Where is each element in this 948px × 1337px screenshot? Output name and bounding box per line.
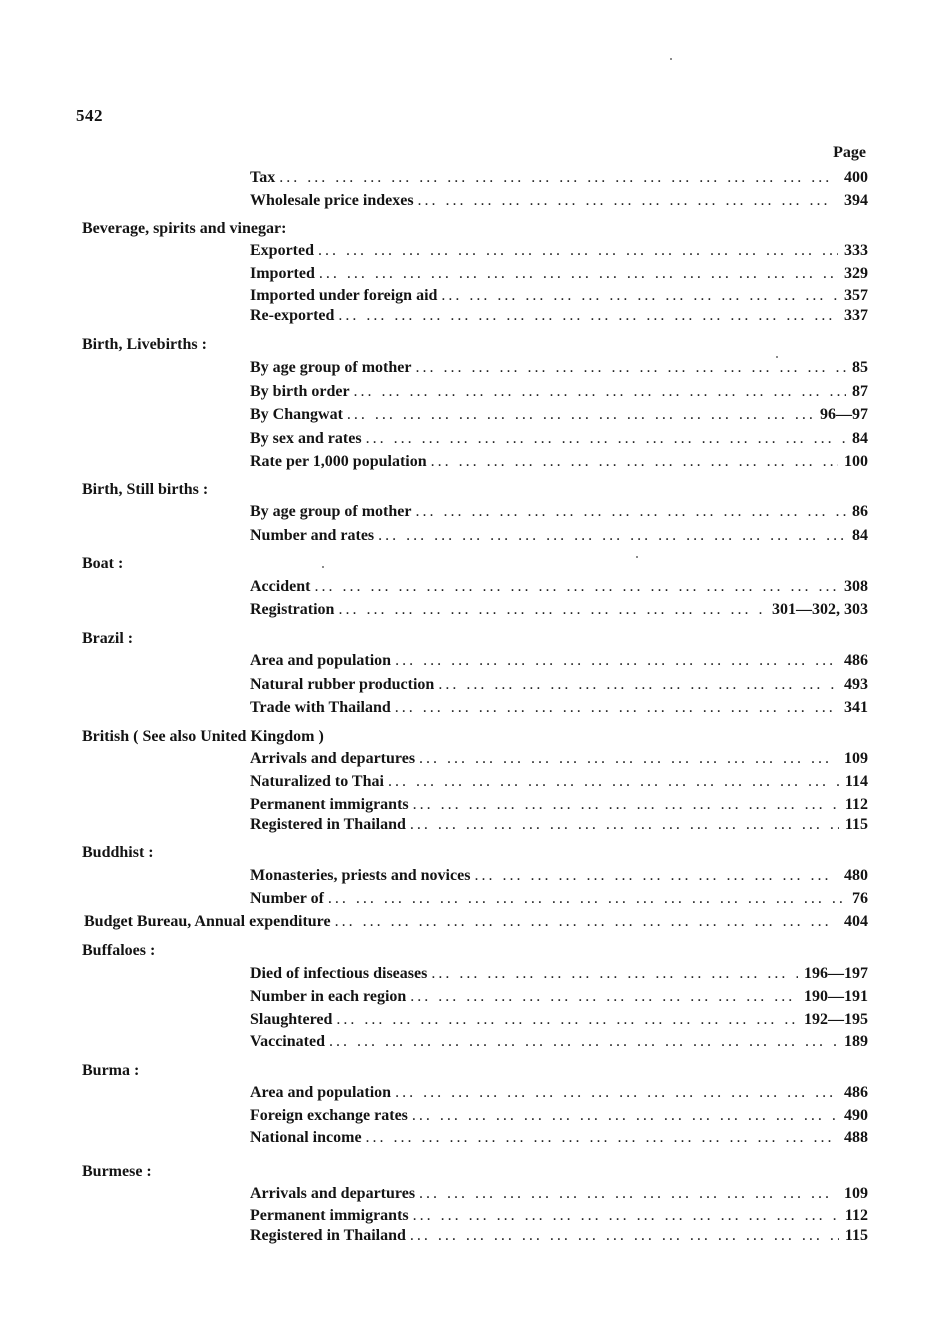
- dot-leader: [412, 1106, 838, 1126]
- entry-page-number: 394: [844, 192, 868, 209]
- entry-label: By age group of mother: [250, 359, 412, 376]
- entry-label: National income: [250, 1129, 362, 1146]
- index-entry: [250, 1083, 868, 1103]
- entry-page-number: 196—197: [804, 965, 868, 982]
- entry-label: Tax: [250, 169, 276, 186]
- dot-leader: [366, 429, 846, 449]
- dot-leader: [335, 912, 838, 932]
- entry-label: Permanent immigrants: [250, 796, 409, 813]
- dot-leader: [438, 675, 838, 695]
- print-speck: [776, 356, 778, 358]
- index-entry: [250, 286, 868, 306]
- entry-page-number: 115: [844, 1227, 868, 1244]
- section-heading: Buddhist :: [82, 844, 154, 861]
- dot-leader: [413, 1206, 839, 1226]
- entry-page-number: 100: [844, 453, 868, 470]
- index-entry: [250, 452, 868, 472]
- entry-label: Exported: [250, 242, 314, 259]
- dot-leader: [329, 1032, 838, 1052]
- dot-leader: [388, 772, 839, 792]
- entry-label: By age group of mother: [250, 503, 412, 520]
- entry-page-number: 109: [844, 750, 868, 767]
- dot-leader: [419, 1184, 838, 1204]
- index-entry: [250, 405, 868, 425]
- entry-page-number: 486: [844, 1084, 868, 1101]
- entry-label: Registered in Thailand: [250, 816, 406, 833]
- section-heading: British ( See also United Kingdom ): [82, 728, 324, 745]
- index-entry: [250, 526, 868, 546]
- entry-page-number: 490: [844, 1107, 868, 1124]
- index-entry: [250, 358, 868, 378]
- index-entry: [250, 577, 868, 597]
- entry-label: Vaccinated: [250, 1033, 325, 1050]
- index-entry: [84, 912, 868, 932]
- index-entry: [250, 502, 868, 522]
- section-heading: Birth, Still births :: [82, 481, 209, 498]
- index-entry: [250, 772, 868, 792]
- entry-page-number: 333: [844, 242, 868, 259]
- entry-label: Re-exported: [250, 307, 335, 324]
- entry-page-number: 85: [852, 359, 868, 376]
- index-entry: [250, 306, 868, 326]
- entry-page-number: 404: [844, 913, 868, 930]
- dot-leader: [336, 1010, 798, 1030]
- entry-label: Number of: [250, 890, 324, 907]
- dot-leader: [410, 815, 839, 835]
- dot-leader: [314, 577, 838, 597]
- entry-label: By Changwat: [250, 406, 343, 423]
- dot-leader: [413, 795, 839, 815]
- entry-page-number: 87: [852, 383, 868, 400]
- index-entry: [250, 675, 868, 695]
- print-speck: [670, 58, 672, 60]
- dot-leader: [395, 698, 838, 718]
- entry-page-number: 486: [844, 652, 868, 669]
- entry-page-number: 76: [852, 890, 868, 907]
- dot-leader: [279, 168, 838, 188]
- index-entry: [250, 1206, 868, 1226]
- index-entry: [250, 191, 868, 211]
- dot-leader: [415, 358, 846, 378]
- index-entry: [250, 964, 868, 984]
- index-entry: [250, 1010, 868, 1030]
- entry-page-number: 190—191: [804, 988, 868, 1005]
- entry-page-number: 189: [844, 1033, 868, 1050]
- entry-page-number: 488: [844, 1129, 868, 1146]
- index-entry: [250, 382, 868, 402]
- entry-label: Monasteries, priests and novices: [250, 867, 471, 884]
- entry-label: Number in each region: [250, 988, 407, 1005]
- index-entry: [250, 429, 868, 449]
- entry-label: Rate per 1,000 population: [250, 453, 427, 470]
- entry-page-number: 96—97: [820, 406, 868, 423]
- entry-page-number: 337: [844, 307, 868, 324]
- index-entry: [250, 1226, 868, 1246]
- entry-page-number: 84: [852, 527, 868, 544]
- index-entry: [250, 987, 868, 1007]
- entry-label: Registered in Thailand: [250, 1227, 406, 1244]
- entry-label: Arrivals and departures: [250, 1185, 416, 1202]
- entry-page-number: 400: [844, 169, 868, 186]
- index-entry: [250, 241, 868, 261]
- entry-page-number: 192—195: [804, 1011, 868, 1028]
- dot-leader: [419, 749, 838, 769]
- print-speck: [322, 566, 324, 568]
- entry-label: Number and rates: [250, 527, 375, 544]
- index-entry: [250, 1184, 868, 1204]
- entry-page-number: 480: [844, 867, 868, 884]
- entry-label: Area and population: [250, 652, 392, 669]
- entry-page-number: 493: [844, 676, 868, 693]
- dot-leader: [395, 651, 838, 671]
- entry-page-number: 308: [844, 578, 868, 595]
- section-heading: Burma :: [82, 1062, 140, 1079]
- entry-page-number: 329: [844, 265, 868, 282]
- index-entry: [250, 168, 868, 188]
- dot-leader: [474, 866, 838, 886]
- entry-label: Registration: [250, 601, 335, 618]
- index-entry: [250, 1032, 868, 1052]
- entry-label: By birth order: [250, 383, 350, 400]
- index-entry: [250, 815, 868, 835]
- entry-page-number: 301—302, 303: [772, 601, 868, 618]
- dot-leader: [366, 1128, 838, 1148]
- dot-leader: [354, 382, 846, 402]
- dot-leader: [431, 964, 798, 984]
- section-heading: Birth, Livebirths :: [82, 336, 207, 353]
- section-heading: Brazil :: [82, 630, 134, 647]
- dot-leader: [415, 502, 846, 522]
- entry-label: Slaughtered: [250, 1011, 333, 1028]
- entry-page-number: 357: [844, 287, 868, 304]
- dot-leader: [328, 889, 846, 909]
- dot-leader: [418, 191, 838, 211]
- entry-page-number: 112: [844, 796, 868, 813]
- dot-leader: [318, 241, 838, 261]
- entry-page-number: 86: [852, 503, 868, 520]
- entry-page-number: 112: [844, 1207, 868, 1224]
- entry-label: Arrivals and departures: [250, 750, 416, 767]
- dot-leader: [378, 526, 846, 546]
- print-speck: [636, 556, 638, 558]
- index-entry: [250, 1128, 868, 1148]
- index-entry: [250, 698, 868, 718]
- entry-label: By sex and rates: [250, 430, 362, 447]
- dot-leader: [410, 987, 798, 1007]
- section-heading: Beverage, spirits and vinegar:: [82, 220, 287, 237]
- dot-leader: [441, 286, 838, 306]
- entry-label: Imported: [250, 265, 315, 282]
- entry-page-number: 341: [844, 699, 868, 716]
- entry-label: Budget Bureau, Annual expenditure: [84, 913, 331, 930]
- dot-leader: [431, 452, 838, 472]
- index-entry: [250, 600, 868, 620]
- index-entry: [250, 264, 868, 284]
- entry-label: Died of infectious diseases: [250, 965, 428, 982]
- dot-leader: [319, 264, 838, 284]
- entry-page-number: 115: [844, 816, 868, 833]
- entry-label: Area and population: [250, 1084, 392, 1101]
- entry-label: Naturalized to Thai: [250, 773, 384, 790]
- entry-label: Permanent immigrants: [250, 1207, 409, 1224]
- entry-page-number: 84: [852, 430, 868, 447]
- entry-label: Trade with Thailand: [250, 699, 391, 716]
- dot-leader: [338, 306, 838, 326]
- entry-page-number: 109: [844, 1185, 868, 1202]
- section-heading: Burmese :: [82, 1163, 152, 1180]
- section-heading: Buffaloes :: [82, 942, 156, 959]
- entry-label: Foreign exchange rates: [250, 1107, 408, 1124]
- dot-leader: [338, 600, 766, 620]
- index-entry: [250, 889, 868, 909]
- index-entry: [250, 1106, 868, 1126]
- page-column-header: Page: [833, 144, 866, 161]
- entry-page-number: 114: [844, 773, 868, 790]
- dot-leader: [395, 1083, 838, 1103]
- index-entry: [250, 866, 868, 886]
- index-entry: [250, 749, 868, 769]
- section-heading: Boat :: [82, 555, 124, 572]
- entry-label: Accident: [250, 578, 311, 595]
- dot-leader: [410, 1226, 839, 1246]
- index-entry: [250, 795, 868, 815]
- entry-label: Wholesale price indexes: [250, 192, 414, 209]
- dot-leader: [347, 405, 814, 425]
- entry-label: Natural rubber production: [250, 676, 435, 693]
- entry-label: Imported under foreign aid: [250, 287, 438, 304]
- index-entry: [250, 651, 868, 671]
- page-number: 542: [76, 106, 103, 125]
